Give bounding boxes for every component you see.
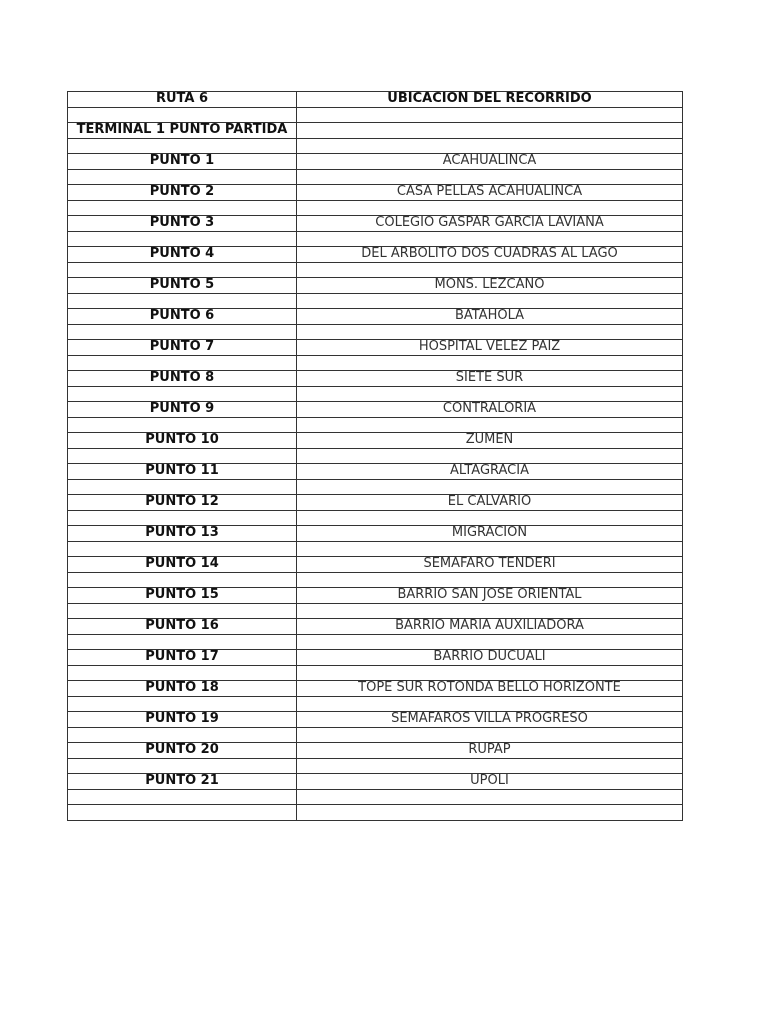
- point-location: CASA PELLAS ACAHUALINCA: [297, 185, 683, 201]
- point-row: [68, 712, 683, 728]
- point-row: [68, 557, 683, 573]
- spacer-row: [68, 200, 683, 216]
- spacer-row: [68, 758, 683, 774]
- point-location: CONTRALORIA: [297, 402, 683, 418]
- empty-cell: [297, 138, 683, 154]
- point-location: ZUMEN: [297, 433, 683, 449]
- spacer-row: [68, 603, 683, 619]
- point-location: SIETE SUR: [297, 371, 683, 387]
- empty-cell: [297, 572, 683, 588]
- empty-cell: [297, 386, 683, 402]
- point-row: [68, 650, 683, 666]
- spacer-row: [68, 727, 683, 743]
- route-table-body: [68, 92, 683, 821]
- empty-cell: [297, 805, 683, 821]
- point-location: HOSPITAL VELEZ PAIZ: [297, 340, 683, 356]
- spacer-row: [68, 231, 683, 247]
- empty-cell: [68, 510, 297, 526]
- spacer-row: [68, 107, 683, 123]
- point-location: TOPE SUR ROTONDA BELLO HORIZONTE: [297, 681, 683, 697]
- point-location: RUPAP: [297, 743, 683, 759]
- point-row: [68, 402, 683, 418]
- empty-cell: [68, 665, 297, 681]
- point-location: DEL ARBOLITO DOS CUADRAS AL LAGO: [297, 247, 683, 263]
- point-row: [68, 278, 683, 294]
- spacer-row: [68, 417, 683, 433]
- point-row: [68, 371, 683, 387]
- empty-cell: [297, 479, 683, 495]
- empty-cell: [297, 634, 683, 650]
- point-row: [68, 247, 683, 263]
- spacer-row: [68, 324, 683, 340]
- header-row: [68, 92, 683, 108]
- spacer-row: [68, 448, 683, 464]
- empty-cell: [68, 572, 297, 588]
- point-label: PUNTO 20: [68, 743, 297, 759]
- empty-cell: [68, 231, 297, 247]
- point-row: [68, 185, 683, 201]
- empty-cell: [68, 169, 297, 185]
- empty-cell: [68, 696, 297, 712]
- empty-cell: [68, 262, 297, 278]
- point-label: PUNTO 10: [68, 433, 297, 449]
- point-location: ALTAGRACIA: [297, 464, 683, 480]
- empty-cell: [68, 138, 297, 154]
- point-row: [68, 309, 683, 325]
- point-label: PUNTO 5: [68, 278, 297, 294]
- point-location: COLEGIO GASPAR GARCIA LAVIANA: [297, 216, 683, 232]
- spacer-row: [68, 169, 683, 185]
- empty-cell: [68, 603, 297, 619]
- empty-cell: [297, 262, 683, 278]
- point-label: PUNTO 19: [68, 712, 297, 728]
- point-location: BATAHOLA: [297, 309, 683, 325]
- spacer-row: [68, 634, 683, 650]
- empty-cell: [297, 293, 683, 309]
- point-row: [68, 743, 683, 759]
- empty-cell: [68, 324, 297, 340]
- point-location: EL CALVARIO: [297, 495, 683, 511]
- spacer-row: [68, 293, 683, 309]
- point-label: PUNTO 18: [68, 681, 297, 697]
- start-label: TERMINAL 1 PUNTO PARTIDA: [68, 123, 297, 139]
- point-label: PUNTO 4: [68, 247, 297, 263]
- point-label: PUNTO 12: [68, 495, 297, 511]
- empty-cell: [297, 758, 683, 774]
- point-row: [68, 619, 683, 635]
- spacer-row: [68, 541, 683, 557]
- empty-cell: [68, 293, 297, 309]
- empty-cell: [68, 758, 297, 774]
- point-row: [68, 681, 683, 697]
- empty-cell: [297, 789, 683, 805]
- point-row: [68, 774, 683, 790]
- empty-cell: [297, 696, 683, 712]
- point-label: PUNTO 15: [68, 588, 297, 604]
- spacer-row: [68, 510, 683, 526]
- location-header: UBICACION DEL RECORRIDO: [297, 92, 683, 108]
- spacer-row: [68, 572, 683, 588]
- empty-cell: [297, 231, 683, 247]
- point-location: BARRIO SAN JOSE ORIENTAL: [297, 588, 683, 604]
- point-row: [68, 340, 683, 356]
- point-label: PUNTO 14: [68, 557, 297, 573]
- point-row: [68, 433, 683, 449]
- empty-cell: [297, 665, 683, 681]
- point-location: MIGRACION: [297, 526, 683, 542]
- point-location: BARRIO MARIA AUXILIADORA: [297, 619, 683, 635]
- point-label: PUNTO 3: [68, 216, 297, 232]
- empty-cell: [68, 789, 297, 805]
- point-label: PUNTO 7: [68, 340, 297, 356]
- spacer-row: [68, 355, 683, 371]
- point-label: PUNTO 9: [68, 402, 297, 418]
- spacer-row: [68, 262, 683, 278]
- empty-cell: [68, 479, 297, 495]
- point-location: SEMAFAROS VILLA PROGRESO: [297, 712, 683, 728]
- empty-cell: [68, 727, 297, 743]
- start-row: [68, 123, 683, 139]
- empty-cell: [297, 355, 683, 371]
- empty-cell: [68, 386, 297, 402]
- empty-cell: [68, 200, 297, 216]
- point-label: PUNTO 6: [68, 309, 297, 325]
- point-location: UPOLI: [297, 774, 683, 790]
- point-location: MONS. LEZCANO: [297, 278, 683, 294]
- point-label: PUNTO 1: [68, 154, 297, 170]
- empty-cell: [297, 510, 683, 526]
- empty-cell: [68, 805, 297, 821]
- point-row: [68, 588, 683, 604]
- spacer-row: [68, 805, 683, 821]
- spacer-row: [68, 665, 683, 681]
- empty-cell: [297, 727, 683, 743]
- empty-cell: [68, 448, 297, 464]
- point-row: [68, 464, 683, 480]
- point-row: [68, 526, 683, 542]
- point-label: PUNTO 17: [68, 650, 297, 666]
- empty-cell: [297, 417, 683, 433]
- spacer-row: [68, 696, 683, 712]
- point-location: BARRIO DUCUALI: [297, 650, 683, 666]
- point-row: [68, 154, 683, 170]
- point-location: ACAHUALINCA: [297, 154, 683, 170]
- spacer-row: [68, 789, 683, 805]
- spacer-row: [68, 479, 683, 495]
- empty-cell: [68, 355, 297, 371]
- point-label: PUNTO 21: [68, 774, 297, 790]
- point-label: PUNTO 8: [68, 371, 297, 387]
- spacer-row: [68, 138, 683, 154]
- empty-cell: [297, 448, 683, 464]
- empty-cell: [68, 107, 297, 123]
- empty-cell: [297, 169, 683, 185]
- empty-cell: [297, 107, 683, 123]
- empty-cell: [297, 541, 683, 557]
- empty-cell: [68, 541, 297, 557]
- point-row: [68, 216, 683, 232]
- point-label: PUNTO 16: [68, 619, 297, 635]
- point-label: PUNTO 13: [68, 526, 297, 542]
- route-header: RUTA 6: [68, 92, 297, 108]
- route-table: [67, 91, 683, 821]
- point-label: PUNTO 11: [68, 464, 297, 480]
- point-label: PUNTO 2: [68, 185, 297, 201]
- empty-cell: [297, 603, 683, 619]
- spacer-row: [68, 386, 683, 402]
- empty-cell: [68, 634, 297, 650]
- point-row: [68, 495, 683, 511]
- empty-cell: [297, 324, 683, 340]
- empty-cell: [297, 123, 683, 139]
- empty-cell: [297, 200, 683, 216]
- point-location: SEMAFARO TENDERI: [297, 557, 683, 573]
- empty-cell: [68, 417, 297, 433]
